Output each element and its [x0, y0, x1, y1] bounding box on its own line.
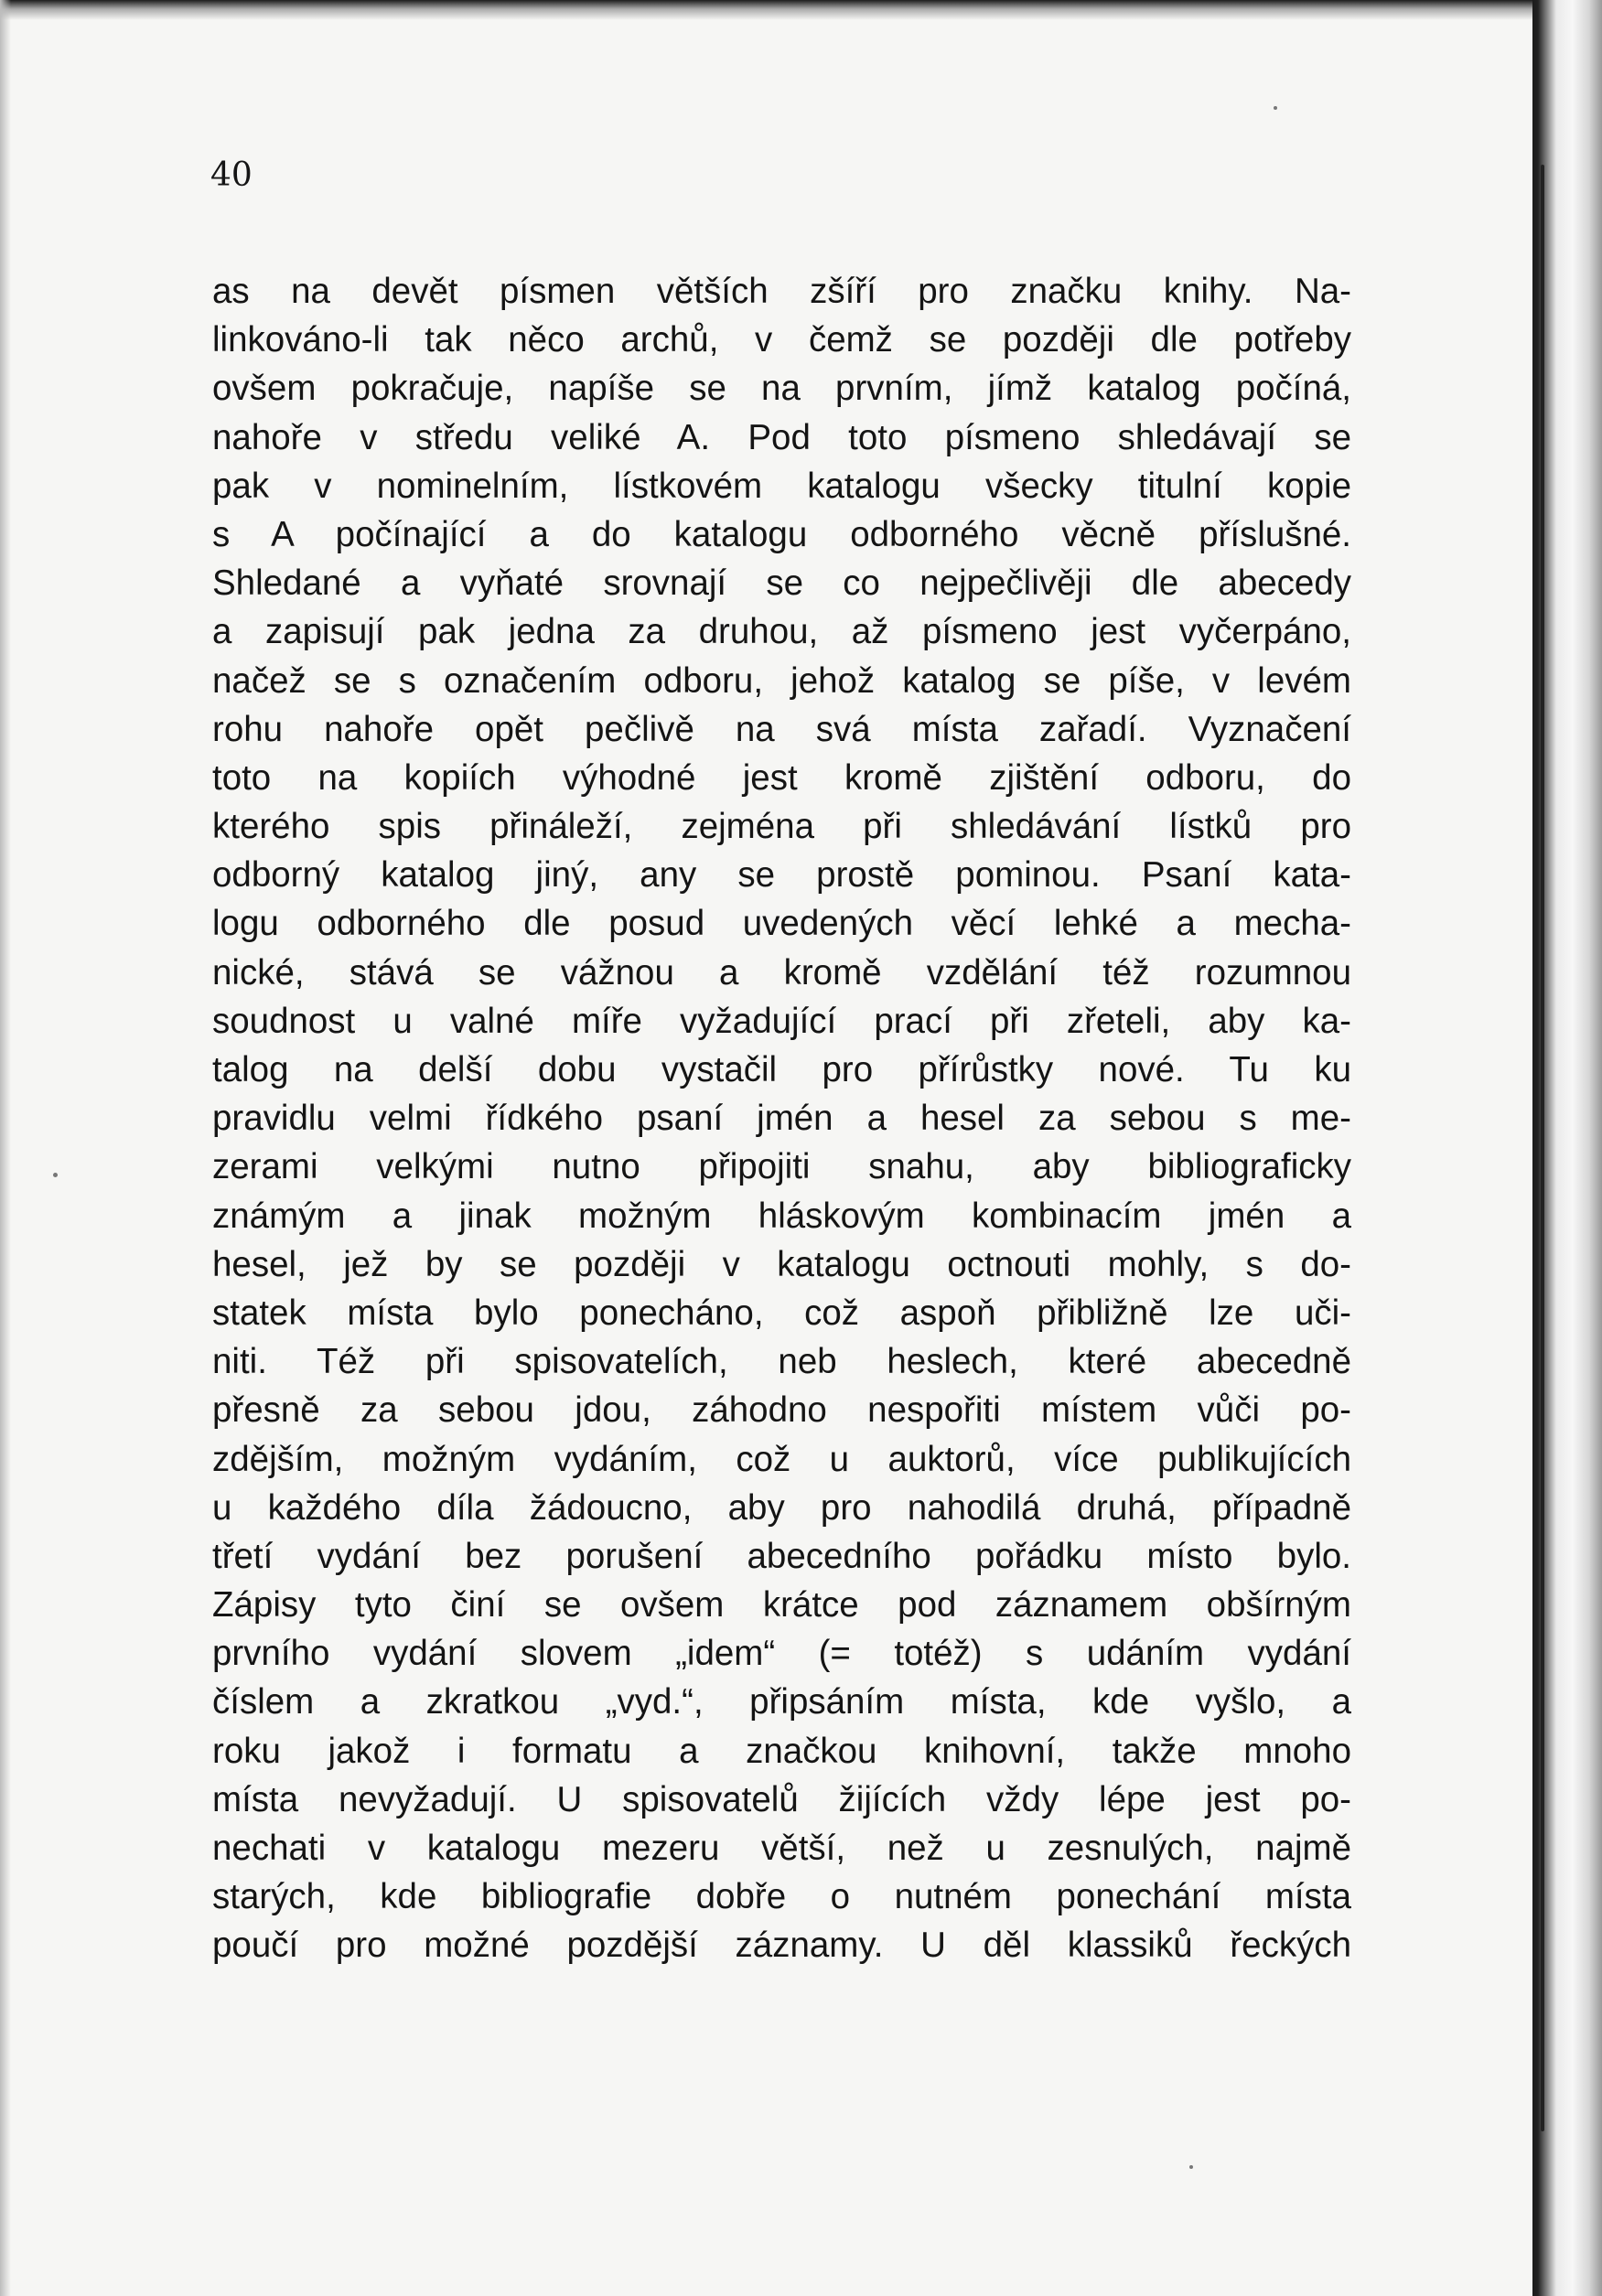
text-line: zerami velkými nutno připojiti snahu, aby bibliograficky: [212, 1147, 1351, 1187]
text-line: pak v nominelním, lístkovém katalogu všecky titulní kopie: [212, 466, 1351, 506]
text-line: toto na kopiích výhodné jest kromě zjištění odboru, do: [212, 757, 1351, 798]
body-paragraph: [212, 267, 1351, 1970]
scan-speck: [1189, 2165, 1193, 2169]
text-line: s A počínající a do katalogu odborného věcně příslušné.: [212, 514, 1351, 554]
gutter-binding-line: [1541, 165, 1544, 2131]
text-line: prvního vydání slovem „idem“ (= totéž) s udáním vydání: [212, 1634, 1351, 1674]
text-line: linkováno-li tak něco archů, v čemž se později dle potřeby: [212, 320, 1351, 360]
scan-speck: [53, 1173, 58, 1177]
page-number: 40: [210, 156, 253, 194]
text-line: rohu nahoře opět pečlivě na svá místa zařadí. Vyznačení: [212, 709, 1351, 749]
text-line: načež se s označením odboru, jehož katalog se píše, v levém: [212, 660, 1351, 701]
text-line: známým a jinak možným hláskovým kombinacím jmén a: [212, 1196, 1351, 1236]
text-line: poučí pro možné pozdější záznamy. U děl klassiků řeckých: [212, 1926, 1351, 1966]
text-line: pravidlu velmi řídkého psaní jmén a hesel za sebou s me-: [212, 1099, 1351, 1139]
text-line: talog na delší dobu vystačil pro přírůstky nové. Tu ku: [212, 1050, 1351, 1089]
text-line: kterého spis přináleží, zejména při shledávání lístků pro: [212, 807, 1351, 847]
text-line: ovšem pokračuje, napíše se na prvním, jímž katalog počíná,: [212, 369, 1351, 409]
text-line: odborný katalog jiný, any se prostě pominou. Psaní kata-: [212, 855, 1351, 896]
scan-speck: [1274, 106, 1277, 110]
text-line: as na devět písmen větších zšíří pro značku knihy. Na-: [212, 272, 1351, 311]
text-line: u každého díla žádoucno, aby pro nahodilá druhá, případně: [212, 1487, 1351, 1528]
text-line: třetí vydání bez porušení abecedního pořádku místo bylo.: [212, 1536, 1351, 1576]
text-line: roku jakož i formatu a značkou knihovní, takže mnoho: [212, 1731, 1351, 1771]
text-line: místa nevyžadují. U spisovatelů žijících vždy lépe jest po-: [212, 1779, 1351, 1819]
text-line: hesel, jež by se později v katalogu octnouti mohly, s do-: [212, 1244, 1351, 1284]
text-line: logu odborného dle posud uvedených věcí lehké a mecha-: [212, 904, 1351, 944]
text-line: niti. Též při spisovatelích, neb heslech, které abecedně: [212, 1342, 1351, 1382]
text-line: zdějším, možným vydáním, což u auktorů, více publikujících: [212, 1439, 1351, 1479]
left-scan-shadow: [0, 0, 11, 2296]
text-line: soudnost u valné míře vyžadující prací při zřeteli, aby ka-: [212, 1001, 1351, 1041]
text-line: nické, stává se vážnou a kromě vzdělání též rozumnou: [212, 952, 1351, 992]
text-line: Shledané a vyňaté srovnají se co nejpečlivěji dle abecedy: [212, 563, 1351, 604]
text-line: a zapisují pak jedna za druhou, až písmeno jest vyčerpáno,: [212, 612, 1351, 652]
text-line: nechati v katalogu mezeru větší, než u zesnulých, najmě: [212, 1829, 1351, 1868]
text-line: nahoře v středu veliké A. Pod toto písmeno shledávají se: [212, 417, 1351, 457]
text-line: statek místa bylo ponecháno, což aspoň přibližně lze uči-: [212, 1293, 1351, 1333]
text-line: číslem a zkratkou „vyd.“, připsáním místa, kde vyšlo, a: [212, 1682, 1351, 1722]
text-line: přesně za sebou jdou, záhodno nespořiti místem vůči po-: [212, 1390, 1351, 1431]
text-line: starých, kde bibliografie dobře o nutném ponechání místa: [212, 1877, 1351, 1917]
text-line: Zápisy tyto činí se ovšem krátce pod záznamem obšírným: [212, 1585, 1351, 1625]
top-scan-shadow: [0, 0, 1602, 20]
